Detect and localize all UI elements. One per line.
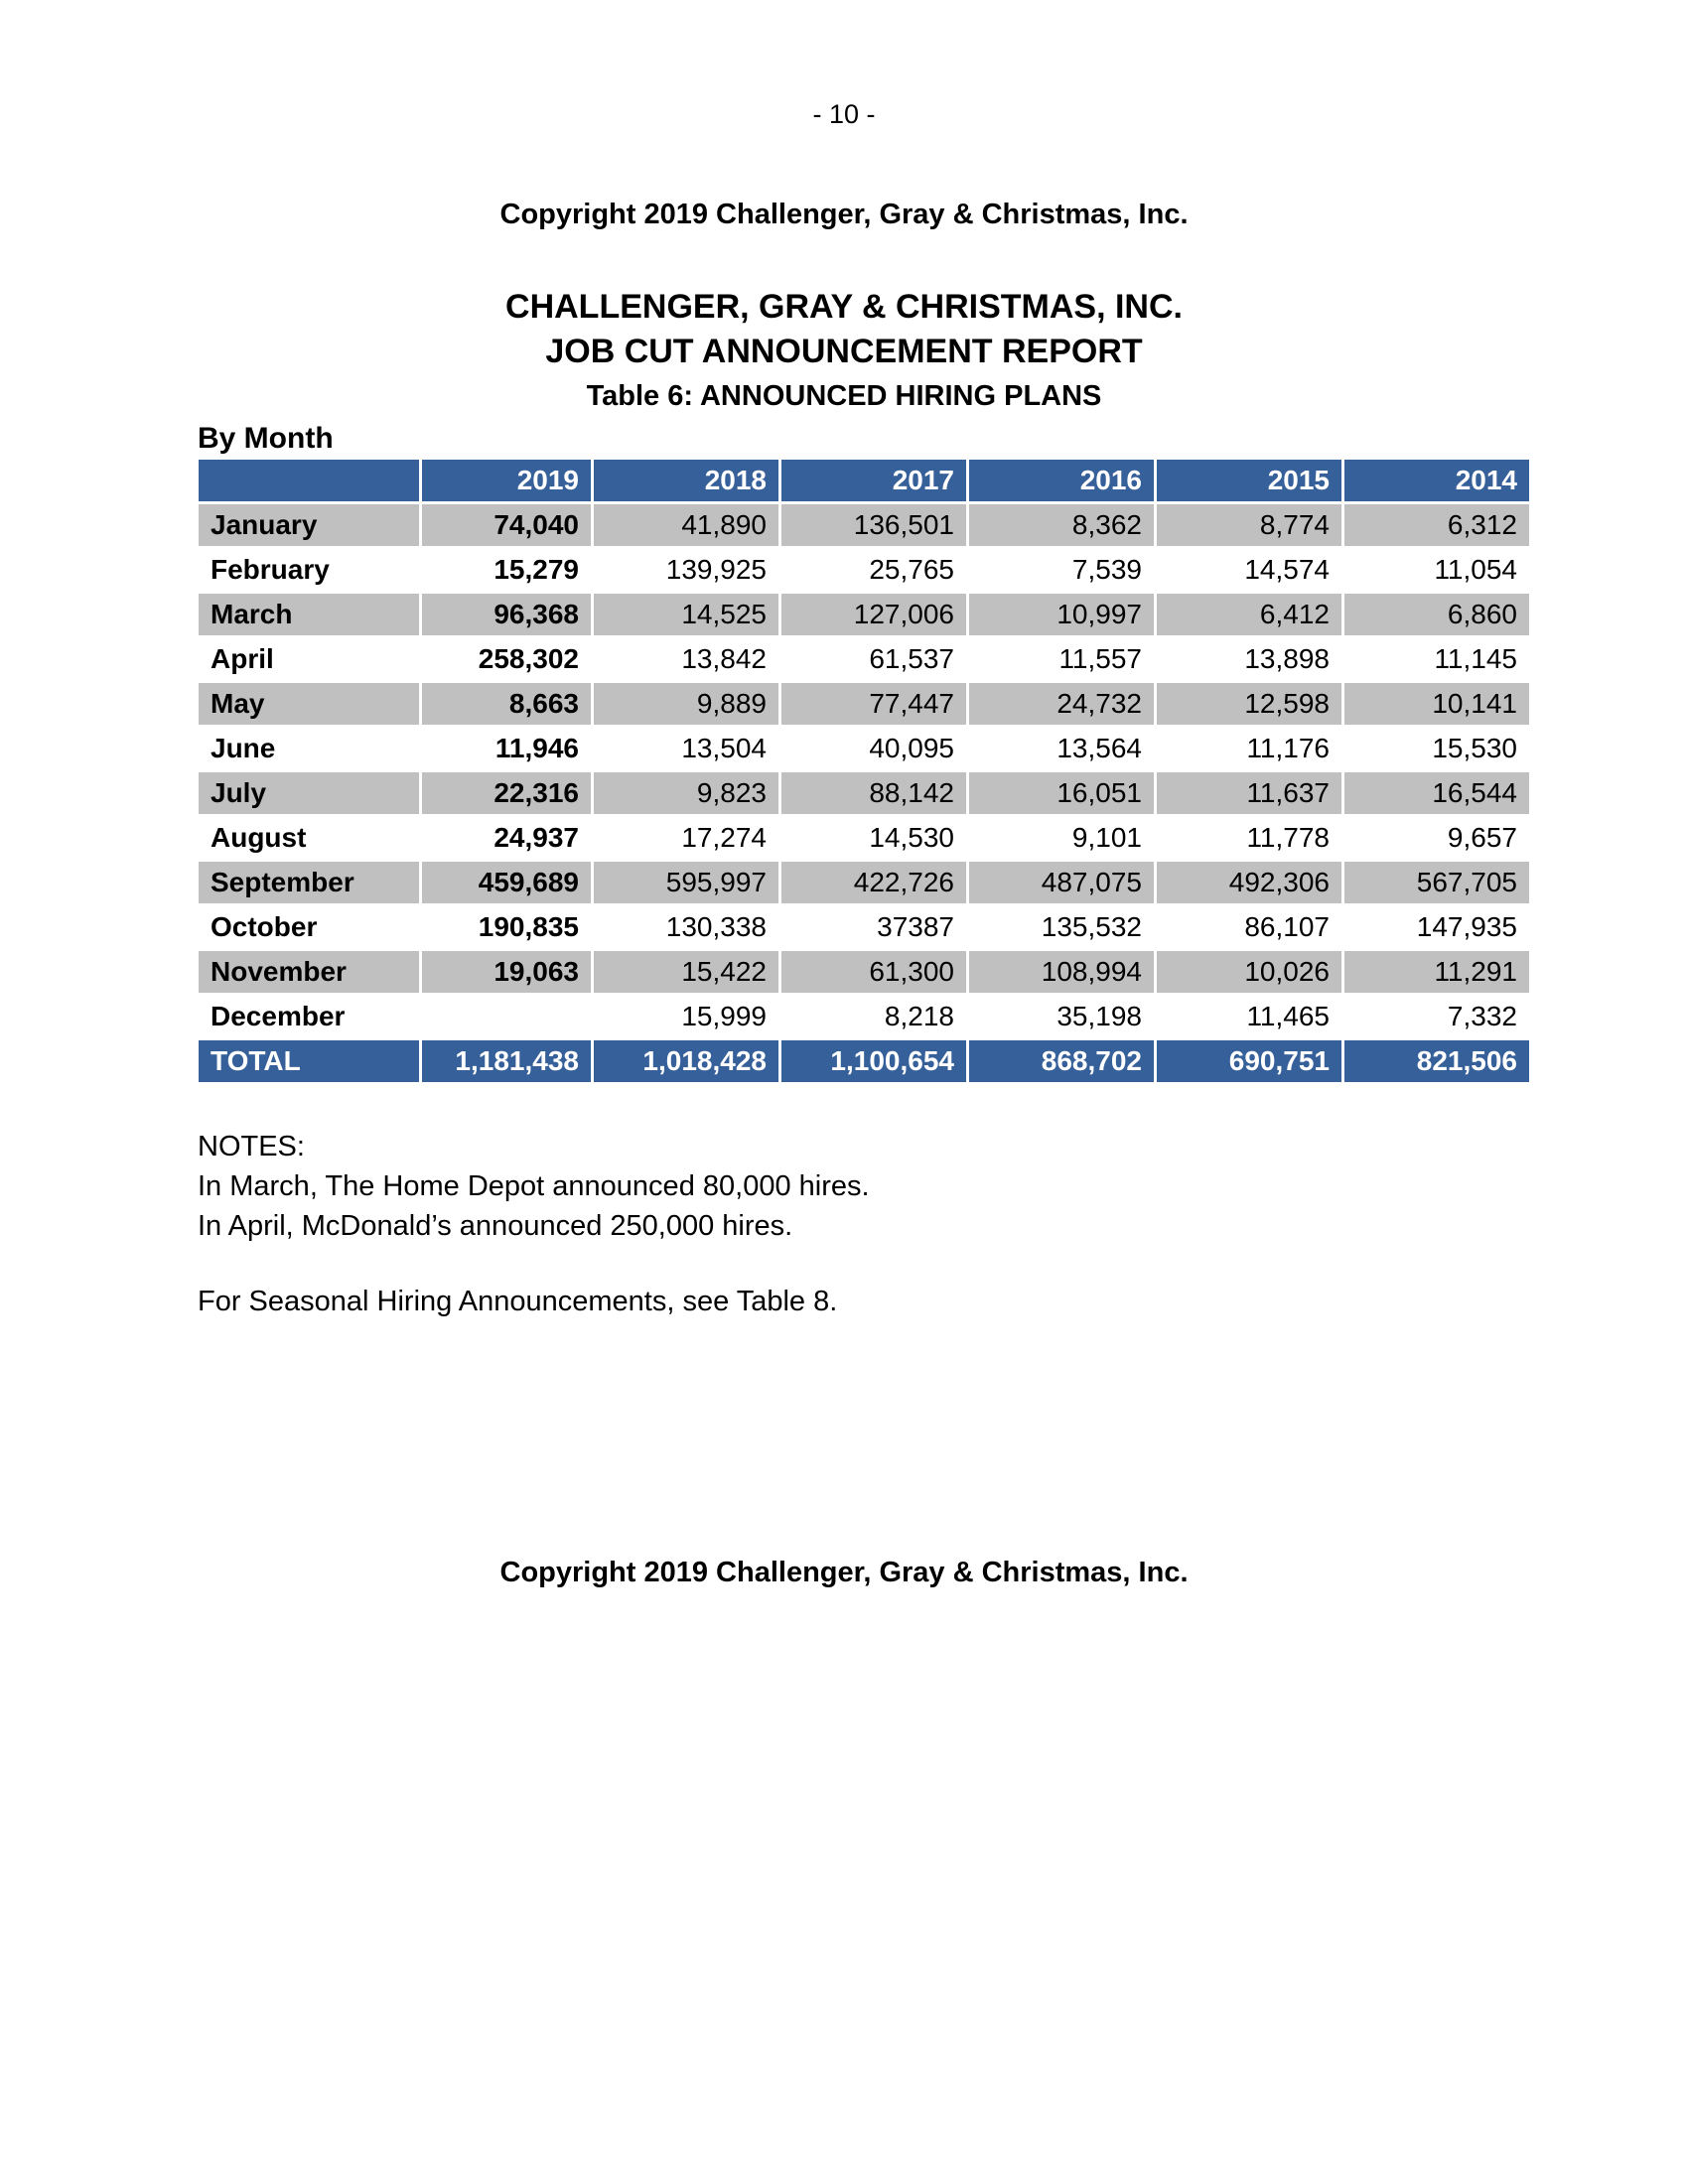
table-cell: 11,946 [494, 733, 579, 763]
table-cell: 61,537 [869, 643, 954, 674]
table-cell: 77,447 [781, 683, 966, 725]
table-cell: 11,176 [1246, 733, 1330, 763]
table-cell: 9,657 [1447, 822, 1517, 853]
month-label: January [199, 504, 419, 546]
table-cell: 13,898 [1244, 643, 1330, 674]
table-cell: 22,316 [422, 772, 591, 814]
month-label: October [211, 911, 318, 942]
table-cell [422, 996, 591, 1037]
table-cell: 595,997 [594, 862, 778, 903]
table-row [199, 504, 1529, 546]
table-row [199, 951, 1529, 993]
table-cell: 19,063 [422, 951, 591, 993]
table-cell: 24,732 [969, 683, 1154, 725]
table-cell: 139,925 [665, 554, 767, 585]
table-cell: 10,026 [1157, 951, 1341, 993]
table-cell: 35,198 [1056, 1001, 1142, 1031]
table-row [199, 906, 1529, 948]
table-cell: 88,142 [781, 772, 966, 814]
table-row [199, 638, 1529, 680]
month-label: December [211, 1001, 346, 1031]
month-label: November [199, 951, 419, 993]
table-cell: 7,332 [1447, 1001, 1517, 1031]
total-cell: 868,702 [969, 1040, 1154, 1082]
total-cell: 690,751 [1157, 1040, 1341, 1082]
hiring-plans-table [196, 457, 1532, 1085]
table-cell: 190,835 [478, 911, 579, 942]
column-header: 2017 [781, 460, 966, 501]
table-cell: 24,937 [493, 822, 579, 853]
table-cell: 9,101 [1071, 822, 1142, 853]
month-label: July [199, 772, 419, 814]
table-cell: 9,823 [594, 772, 778, 814]
table-cell: 11,637 [1157, 772, 1341, 814]
column-header: 2018 [594, 460, 778, 501]
total-cell: 1,018,428 [594, 1040, 778, 1082]
month-label: May [199, 683, 419, 725]
table-row [199, 594, 1529, 635]
copyright-top: Copyright 2019 Challenger, Gray & Christmas, Inc. [499, 199, 1189, 230]
table-cell: 487,075 [969, 862, 1154, 903]
month-label: August [211, 822, 307, 853]
table-cell: 16,544 [1344, 772, 1529, 814]
table-cell: 25,765 [869, 554, 954, 585]
table-cell: 37387 [877, 911, 954, 942]
copyright-bottom: Copyright 2019 Challenger, Gray & Christmas, Inc. [499, 1557, 1189, 1588]
table-row [199, 772, 1529, 814]
notes [198, 1127, 870, 1246]
table-row [199, 683, 1529, 725]
table-cell: 15,422 [594, 951, 778, 993]
table-cell: 6,412 [1157, 594, 1341, 635]
table-cell: 15,530 [1432, 733, 1517, 763]
total-cell: 1,181,438 [422, 1040, 591, 1082]
table-row [199, 728, 1529, 769]
table-cell: 127,006 [781, 594, 966, 635]
table-row [199, 996, 1529, 1037]
table-cell: 11,557 [1058, 643, 1142, 674]
table-cell: 11,291 [1344, 951, 1529, 993]
table-cell: 108,994 [969, 951, 1154, 993]
company-heading: CHALLENGER, GRAY & CHRISTMAS, INC. [505, 288, 1183, 326]
table-row [199, 862, 1529, 903]
table-cell: 40,095 [869, 733, 954, 763]
table-row [199, 817, 1529, 859]
table-cell: 14,530 [869, 822, 954, 853]
table-cell: 14,574 [1244, 554, 1330, 585]
total-label: TOTAL [199, 1040, 419, 1082]
table-cell: 130,338 [665, 911, 767, 942]
table-cell: 16,051 [969, 772, 1154, 814]
table-cell: 8,774 [1157, 504, 1341, 546]
month-label: April [211, 643, 274, 674]
column-header: 2019 [422, 460, 591, 501]
table-cell: 492,306 [1157, 862, 1341, 903]
table-cell: 135,532 [1041, 911, 1142, 942]
table-cell: 41,890 [594, 504, 778, 546]
table-title: Table 6: ANNOUNCED HIRING PLANS [586, 380, 1102, 412]
page-number: - 10 - [812, 99, 876, 129]
note-line: In March, The Home Depot announced 80,000 hires. [198, 1170, 870, 1202]
section-label: By Month [198, 422, 334, 455]
total-cell: 1,100,654 [781, 1040, 966, 1082]
note-line: In April, McDonald’s announced 250,000 hires. [198, 1210, 793, 1242]
table-cell: 96,368 [422, 594, 591, 635]
table-cell: 12,598 [1157, 683, 1341, 725]
table-cell: 422,726 [781, 862, 966, 903]
table-body [199, 504, 1529, 1037]
table-cell: 13,564 [1056, 733, 1142, 763]
month-label: March [199, 594, 419, 635]
table-cell: 14,525 [594, 594, 778, 635]
table-cell: 459,689 [422, 862, 591, 903]
table-cell: 9,889 [594, 683, 778, 725]
table-cell: 147,935 [1416, 911, 1517, 942]
table-cell: 17,274 [681, 822, 767, 853]
table-cell: 258,302 [478, 643, 579, 674]
table-cell: 10,141 [1344, 683, 1529, 725]
table-cell: 15,999 [681, 1001, 767, 1031]
table-cell: 61,300 [781, 951, 966, 993]
month-label: June [211, 733, 276, 763]
table-cell: 74,040 [422, 504, 591, 546]
month-label: September [199, 862, 419, 903]
total-row [199, 1040, 1529, 1082]
table-cell: 10,997 [969, 594, 1154, 635]
table-cell: 8,663 [422, 683, 591, 725]
notes-heading: NOTES: [198, 1131, 305, 1162]
table-cell: 8,218 [884, 1001, 954, 1031]
table-cell: 6,312 [1344, 504, 1529, 546]
table-cell: 136,501 [781, 504, 966, 546]
table-cell: 15,279 [493, 554, 579, 585]
month-label: February [211, 554, 330, 585]
table-cell: 8,362 [969, 504, 1154, 546]
column-header [199, 460, 419, 501]
table-cell: 86,107 [1244, 911, 1330, 942]
table-cell: 13,842 [681, 643, 767, 674]
table-cell: 11,778 [1246, 822, 1330, 853]
table-row [199, 549, 1529, 591]
table-cell: 6,860 [1344, 594, 1529, 635]
table-cell: 11,145 [1434, 643, 1517, 674]
column-header: 2015 [1157, 460, 1341, 501]
table-cell: 11,465 [1246, 1001, 1330, 1031]
table-cell: 11,054 [1434, 554, 1517, 585]
column-header: 2014 [1344, 460, 1529, 501]
total-cell: 821,506 [1344, 1040, 1529, 1082]
column-header: 2016 [969, 460, 1154, 501]
report-heading: JOB CUT ANNOUNCEMENT REPORT [545, 333, 1143, 370]
seasonal-note: For Seasonal Hiring Announcements, see Table 8. [198, 1286, 838, 1317]
table-cell: 13,504 [681, 733, 767, 763]
table-header-row [199, 460, 1529, 501]
table-cell: 7,539 [1071, 554, 1142, 585]
table-cell: 567,705 [1344, 862, 1529, 903]
